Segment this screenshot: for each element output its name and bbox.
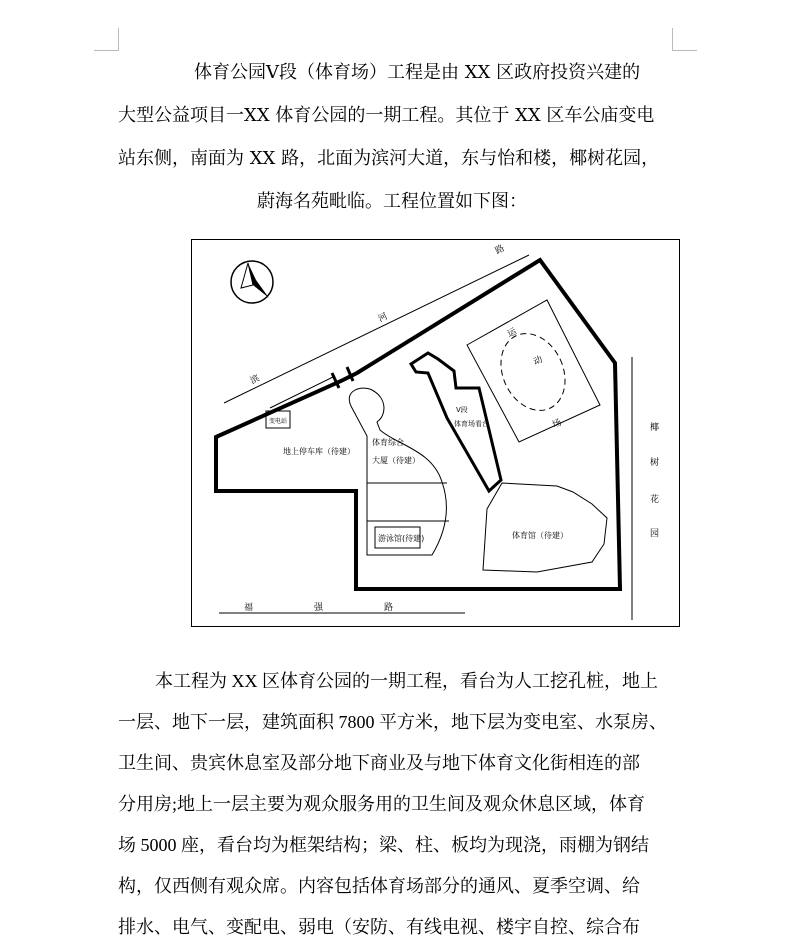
track-oval [489,323,577,421]
description-paragraph [118,660,666,947]
crop-mark-left [94,28,119,51]
south-road-label: 福 [244,603,254,613]
stand-label: 体育场看台 [454,420,489,428]
north-arrow-icon [231,261,273,303]
complex-label: 体育综合 [372,438,404,447]
river-road-label: 滨 [248,373,262,387]
stand-label: V段 [456,406,468,414]
south-road-label: 路 [384,603,394,613]
river-road-label: 路 [493,243,507,257]
south-road-label: 强 [314,603,324,613]
river-road-label: 河 [376,311,390,325]
pool-label: 游泳馆(待建) [378,534,425,543]
east-garden-label: 椰 [650,423,660,433]
gymnasium-label: 体育馆（待建） [512,531,568,540]
substation-label: 变电站 [269,418,288,425]
text-line: 本工程为 XX 区体育公园的一期工程，看台为人工挖孔桩，地上 [155,671,658,691]
text-line: 分用房;地上一层主要为观众服务用的卫生间及观众休息区域，体育 [118,794,645,814]
text-line: 体育公园Ⅴ段（体育场）工程是由 XX 区政府投资兴建的 [194,62,641,83]
complex-building [349,388,446,555]
text-line: 大型公益项目一XX 体育公园的一期工程。其位于 XX 区车公庙变电 [118,105,655,126]
text-line: 排水、电气、变配电、弱电（安防、有线电视、楼宇自控、综合布 [118,917,640,937]
site-location-map [191,239,680,627]
east-garden-label: 花 [650,495,660,505]
field-label: 场 [551,417,564,431]
text-line: 卫生间、贵宾休息室及部分地下商业及与地下体育文化街相连的部 [118,753,640,773]
east-garden-label: 树 [650,458,660,468]
crop-mark-right [672,28,697,51]
field-label: 运 [506,326,519,340]
field-label: 动 [532,354,545,368]
river-road-edge [224,255,529,403]
text-line: 蔚海名苑毗临。工程位置如下图： [257,191,527,212]
river-road-edge [270,376,335,408]
text-line: 一层、地下一层，建筑面积 7800 平方米，地下层为变电室、水泵房、 [118,712,667,732]
gymnasium-building [483,483,607,572]
east-garden-label: 园 [650,529,660,539]
text-line: 站东侧，南面为 XX 路，北面为滨河大道，东与怡和楼，椰树花园， [118,148,660,169]
intro-paragraph [118,51,666,223]
text-line: 构，仅西侧有观众席。内容包括体育场部分的通风、夏季空调、给 [118,876,640,896]
text-line: 场 5000 座，看台均为框架结构；梁、柱、板均为现浇，雨棚为钢结 [118,835,649,855]
parking-label: 地上停车库（待建） [283,447,355,456]
complex-label: 大厦（待建） [372,456,420,465]
